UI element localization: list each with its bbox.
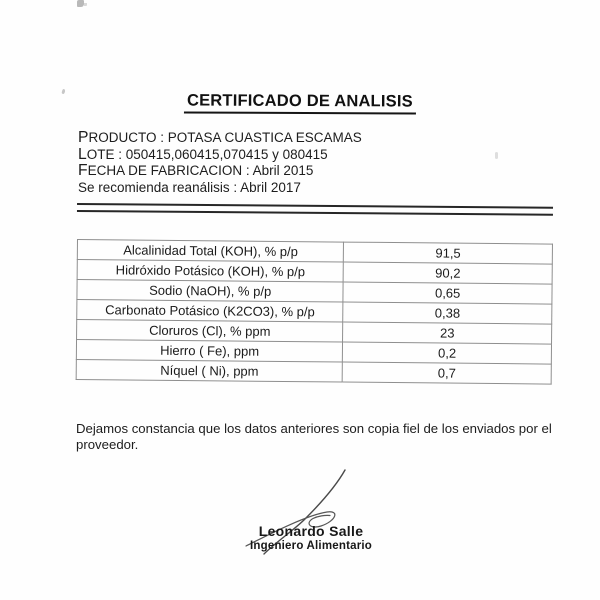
- product-info-block: [78, 130, 548, 196]
- value-cell: 0,7: [342, 362, 551, 384]
- param-cell: Hidróxido Potásico (KOH), % p/p: [77, 260, 344, 283]
- info-line-lote: LOTE : 050415,060415,070415 y 080415: [78, 145, 328, 163]
- document-title-row: [0, 92, 600, 114]
- document-title: CERTIFICADO DE ANALISIS: [184, 91, 416, 114]
- param-cell: Alcalinidad Total (KOH), % p/p: [77, 240, 344, 263]
- value-cell: 0,65: [343, 282, 552, 304]
- scan-artifact-top: [77, 0, 84, 7]
- info-line-producto: PRODUCTO : POTASA CUASTICA ESCAMAS: [78, 129, 362, 146]
- param-cell: Cloruros (Cl), % ppm: [77, 320, 344, 343]
- value-cell: 91,5: [344, 242, 553, 264]
- table-row: [76, 359, 551, 384]
- value-cell: 90,2: [343, 262, 552, 284]
- param-cell: Níquel ( Ni), ppm: [76, 359, 343, 382]
- note-text: Dejamos constancia que los datos anteriores son copia fiel de los enviados por el proveedor.: [76, 421, 552, 452]
- signature-block: [230, 524, 392, 553]
- value-cell: 0,2: [343, 342, 552, 364]
- value-cell: 0,38: [343, 302, 552, 324]
- analysis-table: [76, 239, 553, 385]
- param-cell: Sodio (NaOH), % p/p: [77, 280, 344, 303]
- thick-divider-rule: [77, 203, 553, 216]
- signer-name: Leonardo Salle: [258, 523, 364, 539]
- param-cell: Hierro ( Fe), ppm: [76, 340, 343, 363]
- value-cell: 23: [343, 322, 552, 344]
- param-cell: Carbonato Potásico (K2CO3), % p/p: [77, 300, 344, 323]
- info-line-reanalisis: Se recomienda reanálisis : Abril 2017: [78, 179, 301, 195]
- signer-title: Ingeniero Alimentario: [250, 540, 372, 552]
- info-line-fecha: FECHA DE FABRICACION : Abril 2015: [78, 162, 314, 179]
